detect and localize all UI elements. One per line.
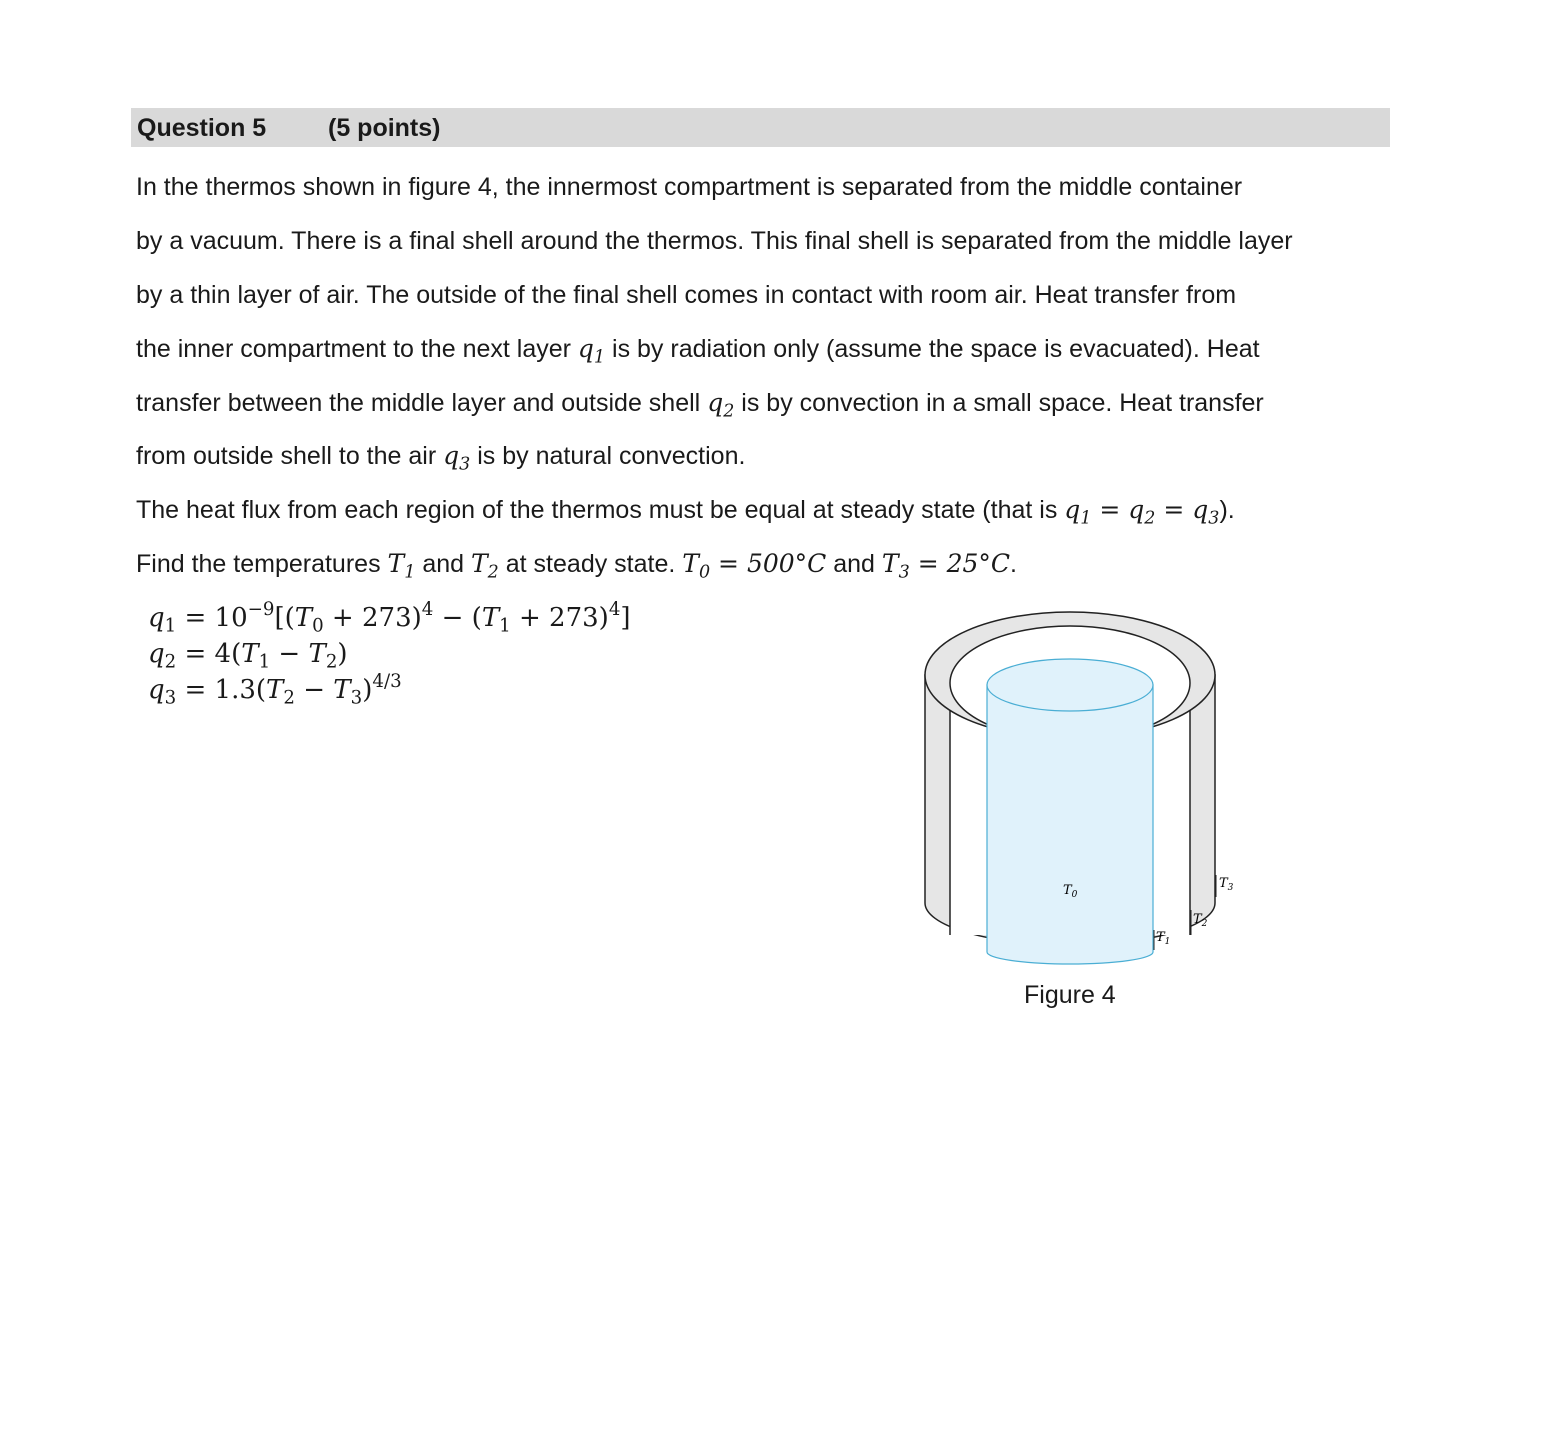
body-line-7 [136,495,1396,529]
line6-text-b: is by natural convection. [477,442,746,470]
line8-text-c: at steady state. [505,550,676,578]
line6-text-a: from outside shell to the air [136,442,437,470]
line5-text-a: transfer between the middle layer and outside shell [136,389,701,417]
line4-text-a: the inner compartment to the next layer [136,335,571,363]
line8-text-a: Find the temperatures [136,550,381,578]
line8-text-d: and [833,550,875,578]
T3-value: $T_3 = 25^\circ C$ [881,549,1011,583]
line7-text-a: The heat flux from each region of the thermos must be equal at steady state (that is [136,496,1058,524]
T0-value: $T_0 = 500^\circ C$ [682,549,827,583]
equation-q1: $q_1 = 10^{-9}[(T_0 + 273)^4 - (T_1 + 273)^4]$ [148,599,631,637]
symbol-q2: $q_2$ [707,388,735,422]
inner-rim [987,659,1153,711]
symbol-q3: $q_3$ [443,441,471,475]
line4-text-b: is by radiation only (assume the space is evacuated). Heat [612,335,1260,363]
body-line-8 [136,549,1396,583]
label-T2: $T_2$ [1193,912,1208,929]
label-T3: $T_3$ [1219,876,1234,893]
body-line-4 [136,334,1396,368]
body-line-3: by a thin layer of air. The outside of the final shell comes in contact with room air. Heat transfer from [136,281,1237,309]
equality-q1-q2-q3: $q_1 = q_2 = q_3$ [1064,495,1220,529]
line8-end: . [1010,550,1017,578]
thermos-figure [915,605,1235,975]
line7-text-b: ). [1219,496,1235,524]
line5-text-b: is by convection in a small space. Heat transfer [741,389,1264,417]
symbol-q1: $q_1$ [577,334,606,368]
inner-compartment [987,685,1153,964]
question-number: Question 5 [137,114,267,142]
body-line-2: by a vacuum. There is a final shell around the thermos. This final shell is separated from the middle layer [136,227,1293,255]
symbol-T2: $T_2$ [470,549,499,583]
question-points: (5 points) [328,114,441,142]
equation-q2: $q_2 = 4(T_1 - T_2)$ [148,639,348,673]
thermos-diagram [915,605,1235,975]
equation-q3: $q_3 = 1.3(T_2 - T_3)^{4/3}$ [148,671,402,709]
question-header [131,108,1390,147]
label-T1: $T_1$ [1156,930,1171,947]
figure-caption: Figure 4 [1024,981,1116,1009]
body-line-1: In the thermos shown in figure 4, the innermost compartment is separated from the middle container [136,173,1243,201]
symbol-T1: $T_1$ [387,549,416,583]
line8-text-b: and [422,550,465,578]
label-T0: $T_0$ [1063,883,1078,900]
body-line-6 [136,441,1396,475]
body-line-5 [136,388,1396,422]
